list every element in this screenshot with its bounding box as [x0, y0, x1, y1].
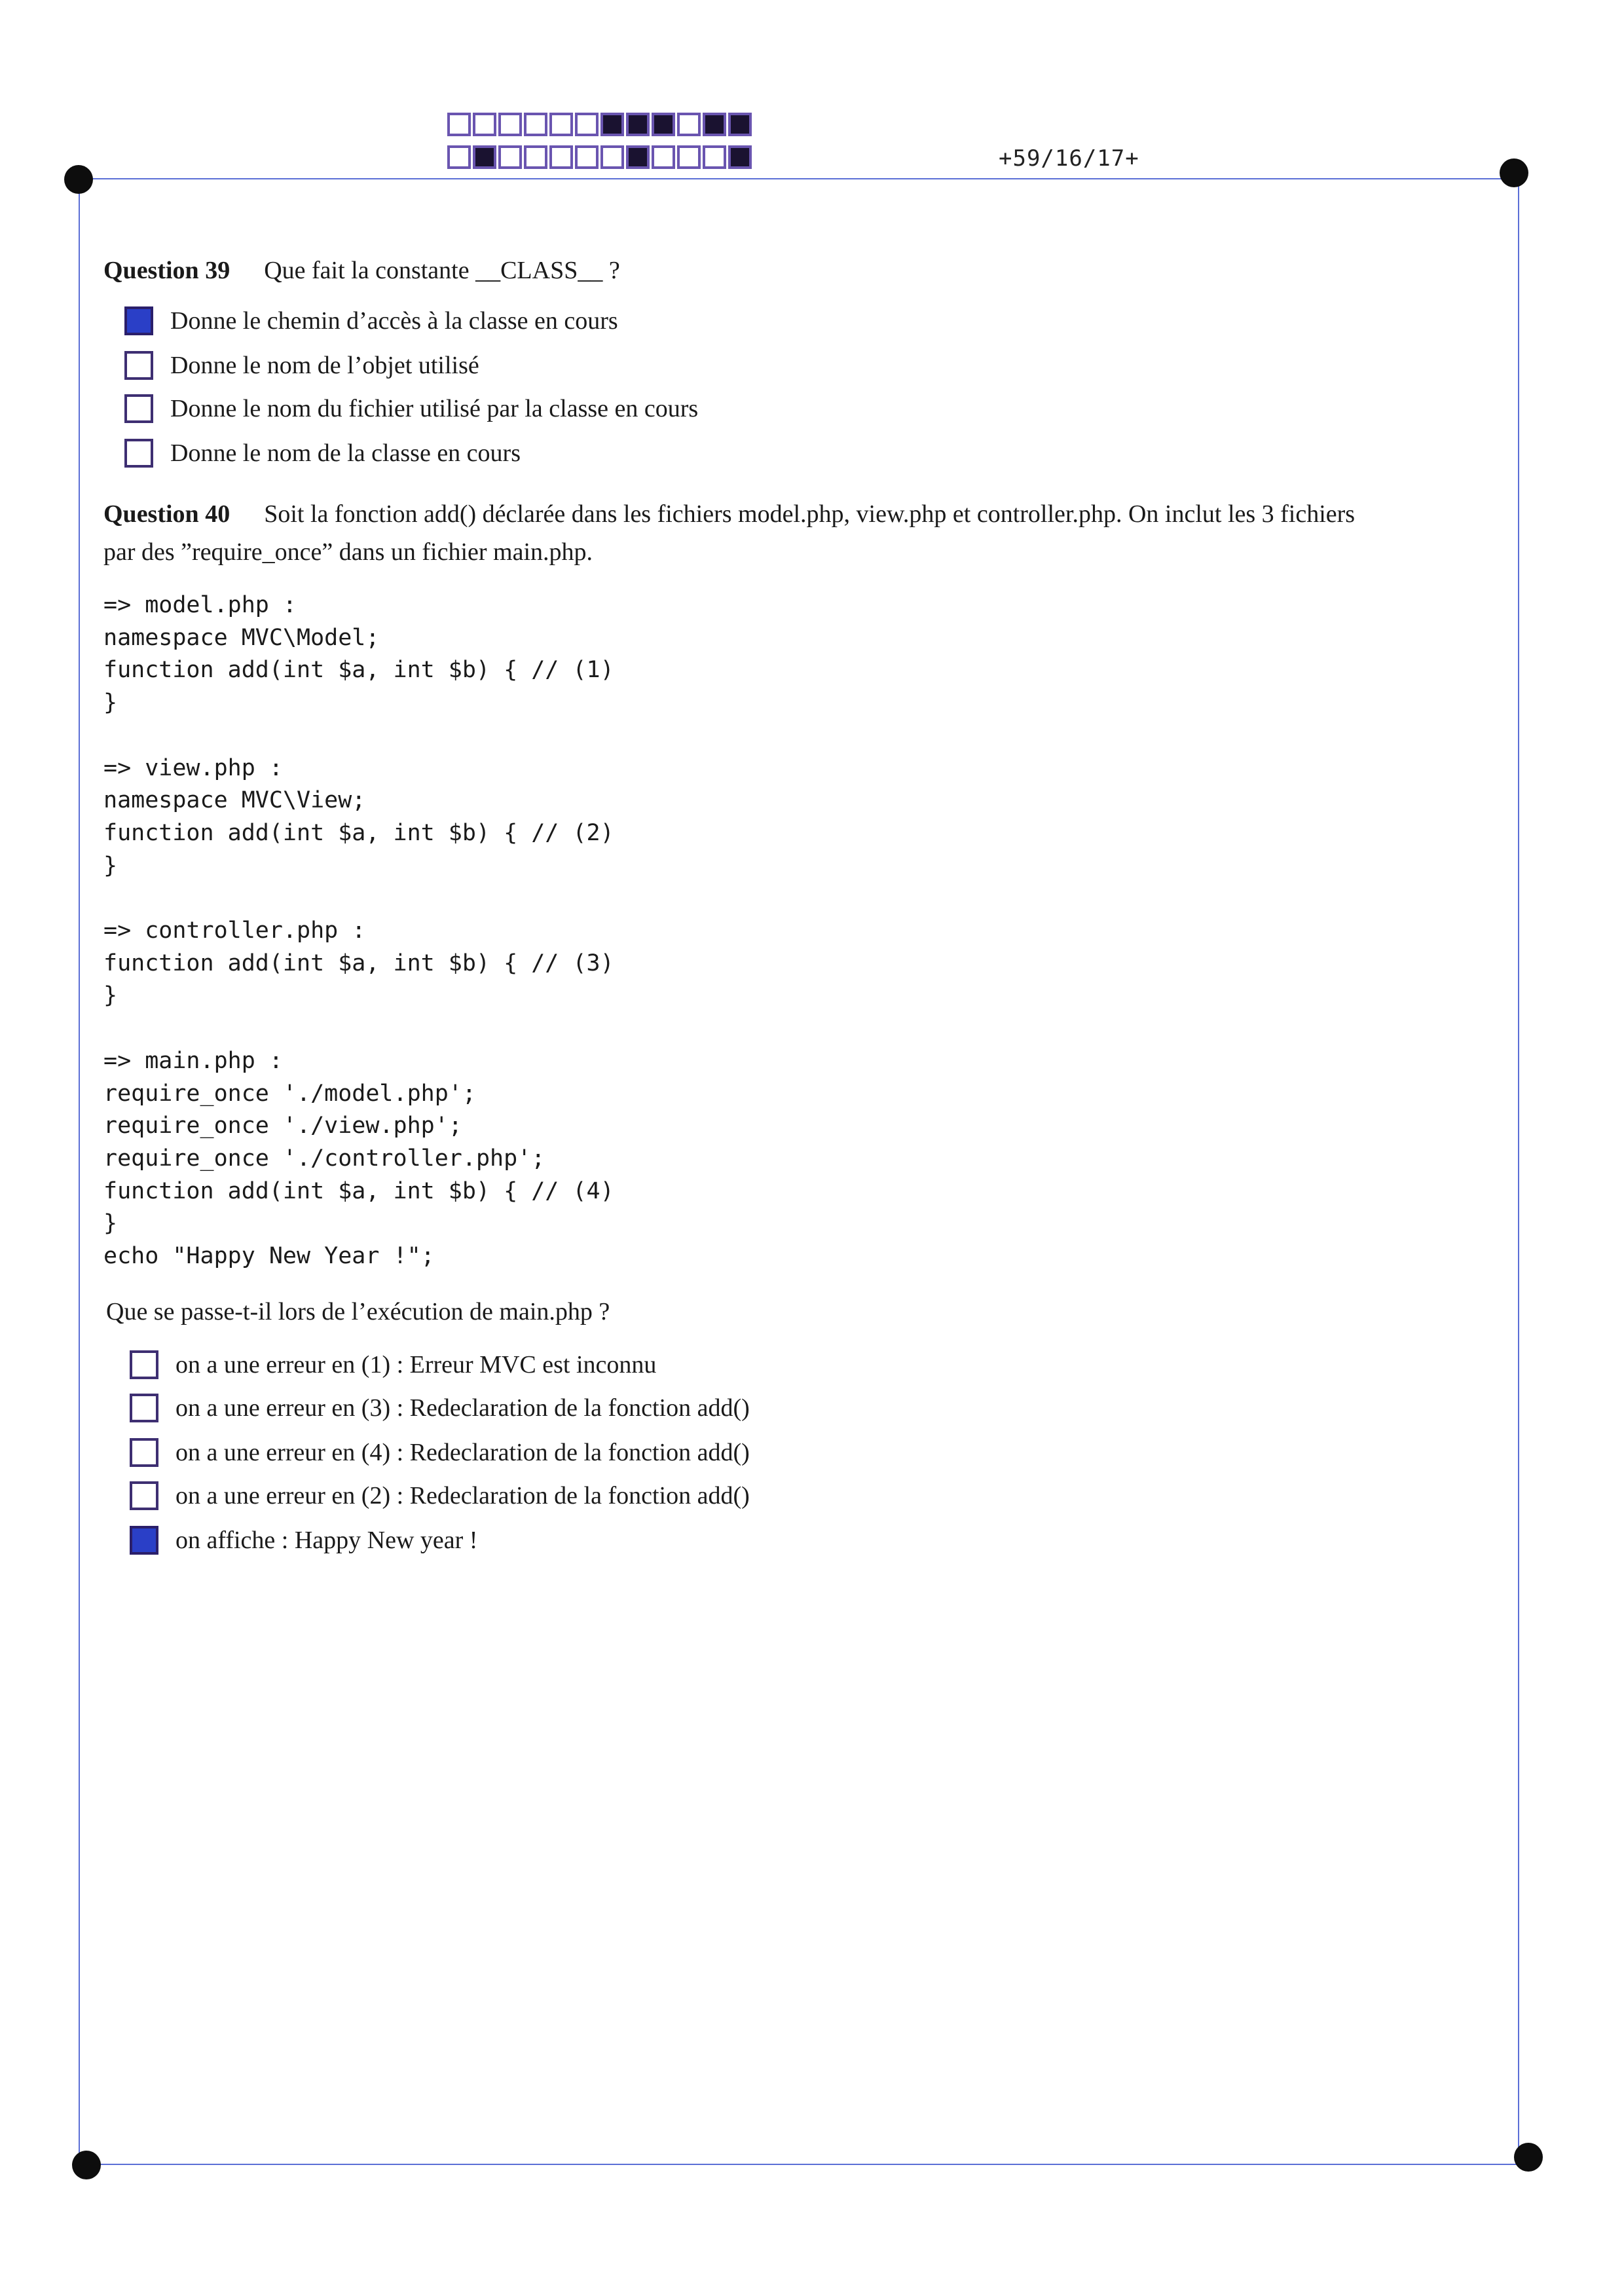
q39-option-3[interactable]: [124, 394, 698, 423]
code-block: [103, 589, 614, 1273]
q40-option-2[interactable]: [130, 1394, 750, 1422]
q40-option-4[interactable]: [130, 1481, 750, 1510]
checkbox[interactable]: [124, 306, 153, 335]
barcode-cell: [677, 145, 701, 169]
checkbox[interactable]: [124, 351, 153, 380]
checkbox[interactable]: [130, 1481, 158, 1510]
barcode-cell: [524, 145, 547, 169]
corner-marker-top-left: [64, 165, 93, 194]
code-line: }: [103, 1210, 118, 1237]
code-line: }: [103, 690, 118, 716]
question-39-title: [103, 255, 620, 286]
option-label: Donne le nom du fichier utilisé par la classe en cours: [170, 395, 699, 422]
barcode-cell: [703, 113, 726, 136]
q39-option-2[interactable]: [124, 351, 479, 380]
code-line: require_once './controller.php';: [103, 1145, 545, 1172]
barcode-cell: [473, 145, 496, 169]
barcode-cell: [600, 145, 624, 169]
question-40-line-2: par des ”require_once” dans un fichier main.php.: [103, 538, 593, 566]
barcode-cell: [677, 113, 701, 136]
checkbox[interactable]: [124, 439, 153, 468]
q40-option-1[interactable]: [130, 1350, 656, 1379]
barcode-cell: [626, 145, 650, 169]
barcode-cell: [549, 145, 573, 169]
barcode-cell: [652, 145, 675, 169]
prompt-text: Que se passe-t-il lors de l’exécution de main.php ?: [106, 1298, 610, 1325]
corner-marker-bottom-right: [1514, 2143, 1543, 2172]
barcode-row-2: [447, 145, 754, 169]
barcode-cell: [575, 145, 599, 169]
code-line: [103, 1012, 614, 1045]
code-line: => model.php :: [103, 592, 297, 618]
barcode-cell: [652, 113, 675, 136]
barcode-cell: [549, 113, 573, 136]
code-line: }: [103, 852, 118, 879]
barcode-cell: [524, 113, 547, 136]
question-40-text: [103, 495, 1498, 571]
code-line: require_once './model.php';: [103, 1080, 476, 1107]
question-text: Soit la fonction add() déclarée dans les fichiers model.php, view.php et controller.php. On inclut les 3 fichiers: [264, 500, 1356, 528]
code-line: namespace MVC\Model;: [103, 624, 380, 651]
barcode-cell: [473, 113, 496, 136]
option-label: Donne le chemin d’accès à la classe en cours: [170, 307, 618, 335]
code-line: => main.php :: [103, 1047, 283, 1074]
code-line: [103, 720, 614, 752]
question-number: Question 40: [103, 500, 231, 528]
option-label: Donne le nom de l’objet utilisé: [170, 352, 479, 379]
barcode-cell: [498, 145, 522, 169]
checkbox[interactable]: [124, 394, 153, 423]
option-label: on a une erreur en (2) : Redeclaration de la fonction add(): [175, 1482, 750, 1509]
barcode-cell: [703, 145, 726, 169]
code-line: function add(int $a, int $b) { // (2): [103, 819, 614, 846]
option-label: Donne le nom de la classe en cours: [170, 439, 521, 467]
question-number: Question 39: [103, 257, 231, 284]
page-id: +59/16/17+: [999, 145, 1139, 172]
code-line: [103, 882, 614, 915]
question-40-line-1: [103, 495, 1498, 533]
q39-option-1[interactable]: [124, 306, 618, 335]
option-label: on a une erreur en (3) : Redeclaration de la fonction add(): [175, 1394, 750, 1422]
checkbox[interactable]: [130, 1350, 158, 1379]
barcode-cell: [600, 113, 624, 136]
barcode-cell: [575, 113, 599, 136]
barcode-cell: [498, 113, 522, 136]
barcode-cell: [447, 145, 471, 169]
q40-option-3[interactable]: [130, 1438, 750, 1467]
checkbox[interactable]: [130, 1394, 158, 1422]
corner-marker-bottom-left: [72, 2151, 101, 2179]
option-label: on affiche : Happy New year !: [175, 1527, 478, 1554]
option-label: on a une erreur en (4) : Redeclaration de la fonction add(): [175, 1439, 750, 1466]
code-line: function add(int $a, int $b) { // (1): [103, 657, 614, 684]
question-text: Que fait la constante __CLASS__ ?: [264, 257, 620, 284]
code-line: => view.php :: [103, 754, 283, 781]
barcode-cell: [447, 113, 471, 136]
code-line: echo "Happy New Year !";: [103, 1243, 435, 1270]
code-line: namespace MVC\View;: [103, 787, 366, 814]
code-line: function add(int $a, int $b) { // (3): [103, 950, 614, 976]
barcode-cell: [626, 113, 650, 136]
q39-option-4[interactable]: [124, 439, 521, 468]
code-line: function add(int $a, int $b) { // (4): [103, 1177, 614, 1204]
option-label: on a une erreur en (1) : Erreur MVC est inconnu: [175, 1351, 657, 1379]
barcode-row-1: [447, 113, 754, 136]
checkbox[interactable]: [130, 1438, 158, 1467]
q40-option-5[interactable]: [130, 1526, 477, 1555]
code-line: require_once './view.php';: [103, 1113, 462, 1139]
barcode-cell: [728, 145, 752, 169]
barcode-cell: [728, 113, 752, 136]
question-40-prompt: [106, 1297, 610, 1327]
corner-marker-top-right: [1500, 158, 1528, 187]
code-line: => controller.php :: [103, 917, 366, 944]
code-line: }: [103, 982, 118, 1009]
checkbox[interactable]: [130, 1526, 158, 1555]
